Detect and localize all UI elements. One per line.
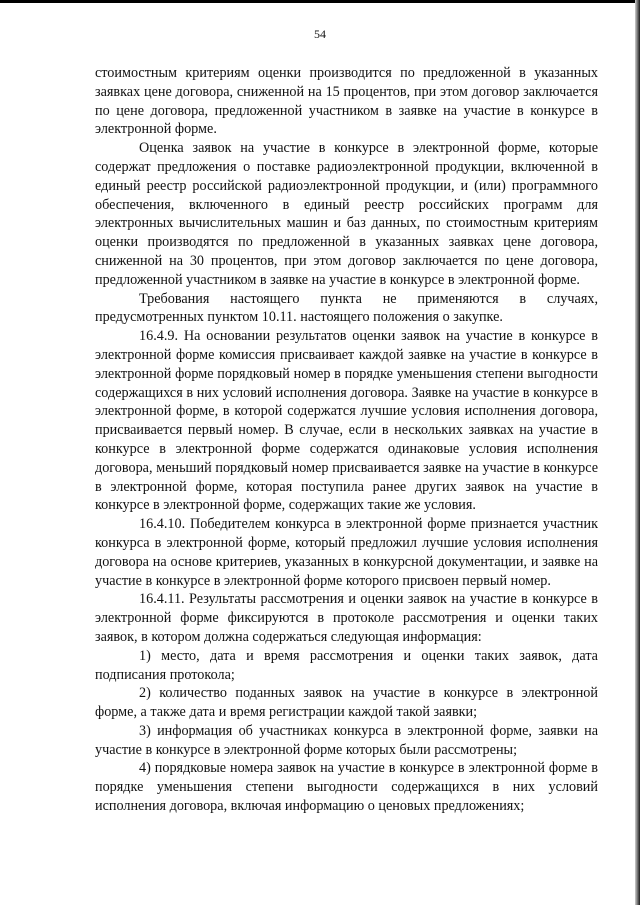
scan-right-edge (635, 0, 640, 905)
page-number: 54 (314, 27, 326, 41)
paragraph-16-4-10: 16.4.10. Победителем конкурса в электронной форме признается участник конкурса в электронной форме, который предложил лучшие условия исполнения договора на основе критериев, указанных в конкурсной документации, и заявке на участие в конкурсе в электронной форме которого присвоен первый номер. (95, 516, 598, 589)
list-item-4: 4) порядковые номера заявок на участие в конкурсе в электронной форме в порядке уменьшения степени выгодности содержащихся в них условий исполнения договора, включая информацию о ценовых предложениях; (95, 760, 598, 815)
paragraph-exceptions: Требования настоящего пункта не применяются в случаях, предусмотренных пунктом 10.11. настоящего положения о закупке. (95, 290, 598, 326)
scan-top-edge (0, 0, 640, 3)
list-item-1: 1) место, дата и время рассмотрения и оценки таких заявок, дата подписания протокола; (95, 647, 598, 683)
list-item-3: 3) информация об участниках конкурса в электронной форме, заявки на участие в конкурсе в электронной форме которых были рассмотрены; (95, 722, 598, 758)
list-item-2: 2) количество поданных заявок на участие в конкурсе в электронной форме, а также дата и время регистрации каждой такой заявки; (95, 685, 598, 721)
paragraph-16-4-11: 16.4.11. Результаты рассмотрения и оценки заявок на участие в конкурсе в электронной форме фиксируются в протоколе рассмотрения и оценки таких заявок, в котором должна содержаться следующая информация: (95, 591, 598, 645)
document-body (95, 64, 598, 816)
paragraph-continuation: стоимостным критериям оценки производится по предложенной в указанных заявках цене договора, сниженной на 15 процентов, при этом договор заключается по цене договора, предложенной участником в заявке на участие в конкурсе в электронной форме. (95, 65, 598, 138)
paragraph-assessment-reduced-price: Оценка заявок на участие в конкурсе в электронной форме, которые содержат предложения о поставке радиоэлектронной продукции, включенной в единый реестр российской радиоэлектронной продукции, и (или) программного обеспечения, включенного в единый реестр российских программ для электронных вычислительных машин и баз данных, по стоимостным критериям оценки производятся по предложенной в указанных заявках цене договора, сниженной на 30 процентов, при этом договор заключается по цене договора, предложенной участником в заявке на участие в конкурсе в электронной форме. (95, 140, 598, 288)
paragraph-16-4-9: 16.4.9. На основании результатов оценки заявок на участие в конкурсе в электронной форме комиссия присваивает каждой заявке на участие в конкурсе в электронной форме порядковый номер в порядке уменьшения степени выгодности содержащихся в них условий исполнения договора. Заявке на участие в конкурсе в электронной форме, в которой содержатся лучшие условия исполнения договора, присваивается первый номер. В случае, если в нескольких заявках на участие в конкурсе в электронной форме содержатся одинаковые условия исполнения договора, меньший порядковый номер присваивается заявке на участие в конкурсе в электронной форме, которая поступила ранее других заявок на участие в конкурсе в электронной форме, содержащих такие же условия. (95, 328, 598, 514)
